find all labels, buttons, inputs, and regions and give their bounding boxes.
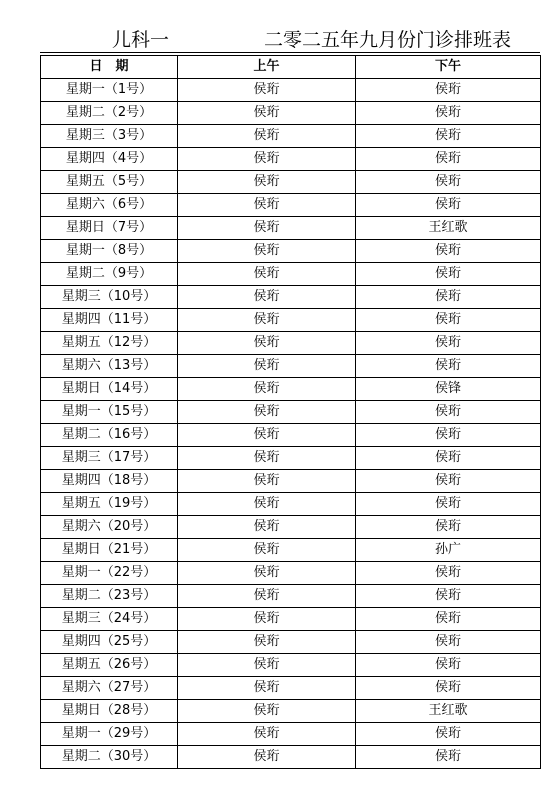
table-row — [41, 240, 541, 263]
table-row — [41, 631, 541, 654]
cell-morning-doctor: 侯珩 — [178, 79, 356, 102]
cell-morning-doctor: 侯珩 — [178, 447, 356, 470]
cell-afternoon-doctor: 侯珩 — [356, 631, 541, 654]
cell-afternoon-doctor: 侯珩 — [356, 723, 541, 746]
cell-afternoon-doctor: 侯珩 — [356, 424, 541, 447]
cell-date: 星期五（19号） — [41, 493, 178, 516]
cell-date: 星期三（17号） — [41, 447, 178, 470]
table-row — [41, 102, 541, 125]
cell-afternoon-doctor: 侯珩 — [356, 79, 541, 102]
table-row — [41, 355, 541, 378]
table-row — [41, 332, 541, 355]
cell-morning-doctor: 侯珩 — [178, 585, 356, 608]
table-row — [41, 286, 541, 309]
cell-afternoon-doctor: 王红歌 — [356, 217, 541, 240]
cell-afternoon-doctor: 王红歌 — [356, 700, 541, 723]
schedule-table — [40, 55, 541, 769]
cell-morning-doctor: 侯珩 — [178, 608, 356, 631]
cell-morning-doctor: 侯珩 — [178, 424, 356, 447]
cell-afternoon-doctor: 侯珩 — [356, 240, 541, 263]
table-row — [41, 171, 541, 194]
cell-afternoon-doctor: 侯珩 — [356, 746, 541, 769]
cell-morning-doctor: 侯珩 — [178, 562, 356, 585]
table-row — [41, 585, 541, 608]
cell-afternoon-doctor: 侯珩 — [356, 516, 541, 539]
table-row — [41, 700, 541, 723]
cell-morning-doctor: 侯珩 — [178, 493, 356, 516]
table-row — [41, 79, 541, 102]
cell-date: 星期三（3号） — [41, 125, 178, 148]
cell-morning-doctor: 侯珩 — [178, 654, 356, 677]
table-row — [41, 608, 541, 631]
department-name: 儿科一 — [112, 29, 170, 51]
cell-afternoon-doctor: 侯珩 — [356, 125, 541, 148]
cell-afternoon-doctor: 侯珩 — [356, 102, 541, 125]
cell-afternoon-doctor: 侯珩 — [356, 401, 541, 424]
cell-afternoon-doctor: 侯锋 — [356, 378, 541, 401]
cell-afternoon-doctor: 侯珩 — [356, 286, 541, 309]
table-row — [41, 424, 541, 447]
cell-morning-doctor: 侯珩 — [178, 171, 356, 194]
cell-afternoon-doctor: 侯珩 — [356, 608, 541, 631]
table-row — [41, 447, 541, 470]
cell-morning-doctor: 侯珩 — [178, 148, 356, 171]
cell-afternoon-doctor: 侯珩 — [356, 493, 541, 516]
cell-morning-doctor: 侯珩 — [178, 125, 356, 148]
cell-morning-doctor: 侯珩 — [178, 401, 356, 424]
cell-date: 星期三（10号） — [41, 286, 178, 309]
cell-date: 星期一（29号） — [41, 723, 178, 746]
cell-date: 星期三（24号） — [41, 608, 178, 631]
table-row — [41, 516, 541, 539]
cell-afternoon-doctor: 侯珩 — [356, 447, 541, 470]
cell-morning-doctor: 侯珩 — [178, 631, 356, 654]
cell-morning-doctor: 侯珩 — [178, 700, 356, 723]
cell-date: 星期五（12号） — [41, 332, 178, 355]
column-header-date: 日 期 — [41, 56, 178, 79]
cell-date: 星期四（11号） — [41, 309, 178, 332]
table-row — [41, 470, 541, 493]
cell-morning-doctor: 侯珩 — [178, 309, 356, 332]
cell-afternoon-doctor: 侯珩 — [356, 171, 541, 194]
cell-date: 星期日（14号） — [41, 378, 178, 401]
cell-date: 星期一（15号） — [41, 401, 178, 424]
cell-date: 星期二（16号） — [41, 424, 178, 447]
column-header-morning: 上午 — [178, 56, 356, 79]
table-row — [41, 746, 541, 769]
cell-morning-doctor: 侯珩 — [178, 677, 356, 700]
table-row — [41, 263, 541, 286]
cell-morning-doctor: 侯珩 — [178, 217, 356, 240]
table-row — [41, 401, 541, 424]
cell-date: 星期四（4号） — [41, 148, 178, 171]
table-row — [41, 562, 541, 585]
cell-date: 星期六（13号） — [41, 355, 178, 378]
cell-morning-doctor: 侯珩 — [178, 539, 356, 562]
title-underline — [40, 52, 540, 53]
cell-afternoon-doctor: 孙广 — [356, 539, 541, 562]
cell-date: 星期六（27号） — [41, 677, 178, 700]
table-row — [41, 654, 541, 677]
cell-date: 星期二（9号） — [41, 263, 178, 286]
cell-morning-doctor: 侯珩 — [178, 240, 356, 263]
cell-date: 星期四（25号） — [41, 631, 178, 654]
cell-date: 星期日（21号） — [41, 539, 178, 562]
table-row — [41, 677, 541, 700]
table-row — [41, 148, 541, 171]
cell-morning-doctor: 侯珩 — [178, 355, 356, 378]
cell-morning-doctor: 侯珩 — [178, 470, 356, 493]
cell-morning-doctor: 侯珩 — [178, 378, 356, 401]
page-title: 二零二五年九月份门诊排班表 — [264, 29, 512, 51]
cell-afternoon-doctor: 侯珩 — [356, 309, 541, 332]
cell-morning-doctor: 侯珩 — [178, 194, 356, 217]
cell-morning-doctor: 侯珩 — [178, 516, 356, 539]
cell-afternoon-doctor: 侯珩 — [356, 332, 541, 355]
table-row — [41, 539, 541, 562]
cell-morning-doctor: 侯珩 — [178, 286, 356, 309]
cell-date: 星期五（5号） — [41, 171, 178, 194]
title-row — [40, 28, 540, 52]
cell-afternoon-doctor: 侯珩 — [356, 355, 541, 378]
column-header-afternoon: 下午 — [356, 56, 541, 79]
cell-date: 星期一（8号） — [41, 240, 178, 263]
cell-morning-doctor: 侯珩 — [178, 263, 356, 286]
cell-date: 星期四（18号） — [41, 470, 178, 493]
cell-morning-doctor: 侯珩 — [178, 102, 356, 125]
table-row — [41, 723, 541, 746]
cell-morning-doctor: 侯珩 — [178, 746, 356, 769]
cell-morning-doctor: 侯珩 — [178, 723, 356, 746]
cell-date: 星期五（26号） — [41, 654, 178, 677]
cell-afternoon-doctor: 侯珩 — [356, 194, 541, 217]
cell-date: 星期六（20号） — [41, 516, 178, 539]
schedule-body — [41, 79, 541, 769]
table-row — [41, 217, 541, 240]
cell-date: 星期一（1号） — [41, 79, 178, 102]
table-row — [41, 378, 541, 401]
cell-afternoon-doctor: 侯珩 — [356, 677, 541, 700]
cell-afternoon-doctor: 侯珩 — [356, 470, 541, 493]
cell-afternoon-doctor: 侯珩 — [356, 148, 541, 171]
cell-afternoon-doctor: 侯珩 — [356, 562, 541, 585]
table-row — [41, 493, 541, 516]
cell-afternoon-doctor: 侯珩 — [356, 654, 541, 677]
cell-date: 星期二（30号） — [41, 746, 178, 769]
cell-morning-doctor: 侯珩 — [178, 332, 356, 355]
cell-date: 星期二（2号） — [41, 102, 178, 125]
cell-afternoon-doctor: 侯珩 — [356, 263, 541, 286]
cell-date: 星期二（23号） — [41, 585, 178, 608]
table-row — [41, 309, 541, 332]
table-row — [41, 194, 541, 217]
cell-date: 星期日（28号） — [41, 700, 178, 723]
table-header-row — [41, 56, 541, 79]
cell-date: 星期日（7号） — [41, 217, 178, 240]
cell-afternoon-doctor: 侯珩 — [356, 585, 541, 608]
cell-date: 星期六（6号） — [41, 194, 178, 217]
table-row — [41, 125, 541, 148]
cell-date: 星期一（22号） — [41, 562, 178, 585]
